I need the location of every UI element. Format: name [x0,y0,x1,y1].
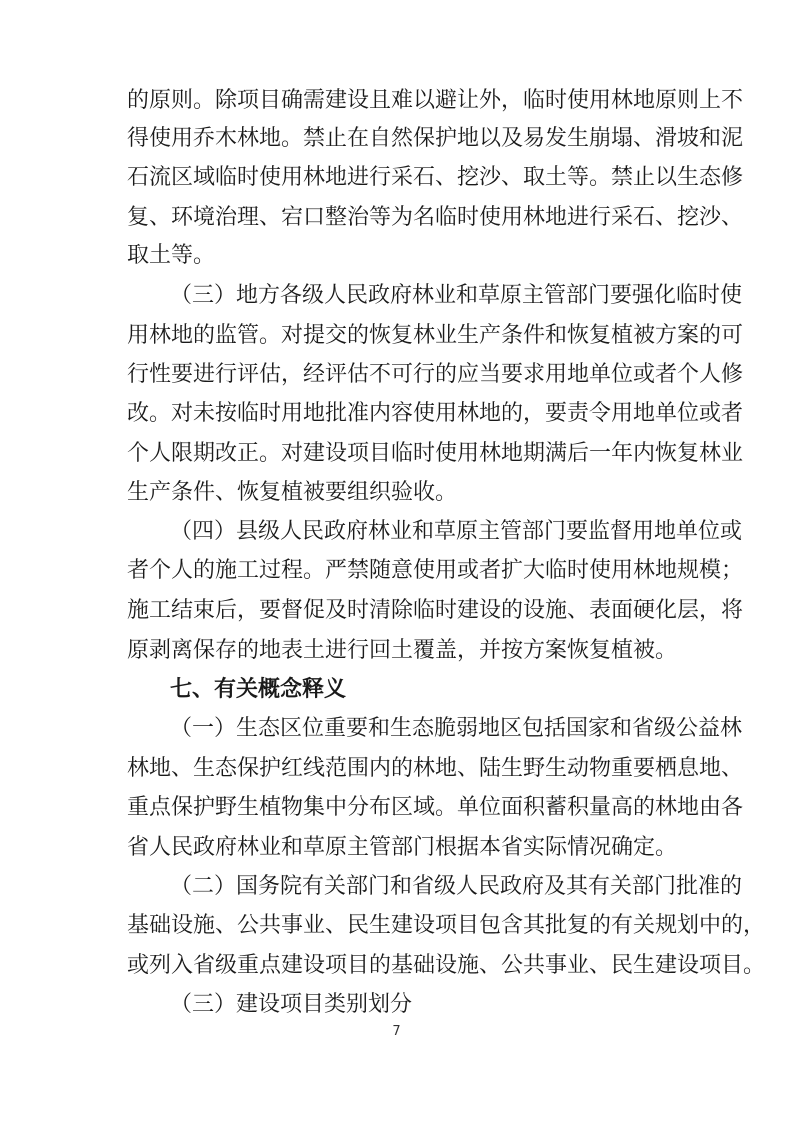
section-heading: 七、有关概念释义 [170,677,347,702]
text-line: 重点保护野生植物集中分布区域。单位面积蓄积量高的林地由各 [127,795,744,820]
text-line: 施工结束后，要督促及时清除临时建设的设施、表面硬化层，将 [127,598,744,623]
text-line: 行性要进行评估，经评估不可行的应当要求用地单位或者个人修 [127,362,744,387]
text-line: 的原则。除项目确需建设且难以避让外，临时使用林地原则上不 [127,88,744,113]
text-line: 用林地的监管。对提交的恢复林业生产条件和恢复植被方案的可 [127,323,744,348]
text-line: 或列入省级重点建设项目的基础设施、公共事业、民生建设项目。 [127,953,766,978]
page-number: 7 [392,1024,401,1039]
paragraph-start: （三）建设项目类别划分 [170,992,413,1017]
text-line: 基础设施、公共事业、民生建设项目包含其批复的有关规划中的， [127,913,766,938]
text-line: 得使用乔木林地。禁止在自然保护地以及易发生崩塌、滑坡和泥 [127,126,744,151]
text-line: 省人民政府林业和草原主管部门根据本省实际情况确定。 [127,835,678,860]
text-line: 复、环境治理、宕口整治等为名临时使用林地进行采石、挖沙、 [127,205,744,230]
text-line: 原剥离保存的地表土进行回土覆盖，并按方案恢复植被。 [127,638,678,663]
text-line: 石流区域临时使用林地进行采石、挖沙、取土等。禁止以生态修 [127,165,744,190]
paragraph-start: （三）地方各级人民政府林业和草原主管部门要强化临时使 [170,283,743,308]
paragraph-start: （二）国务院有关部门和省级人民政府及其有关部门批准的 [170,874,743,899]
text-line: 取土等。 [127,243,216,268]
text-line: 个人限期改正。对建设项目临时使用林地期满后一年内恢复林业 [127,441,744,466]
paragraph-start: （一）生态区位重要和生态脆弱地区包括国家和省级公益林 [170,716,743,741]
text-line: 林地、生态保护红线范围内的林地、陆生野生动物重要栖息地、 [127,756,744,781]
text-line: 者个人的施工过程。严禁随意使用或者扩大临时使用林地规模； [127,558,744,583]
text-line: 改。对未按临时用地批准内容使用林地的，要责令用地单位或者 [127,401,744,426]
paragraph-start: （四）县级人民政府林业和草原主管部门要监督用地单位或 [170,519,743,544]
text-line: 生产条件、恢复植被要组织验收。 [127,480,458,505]
